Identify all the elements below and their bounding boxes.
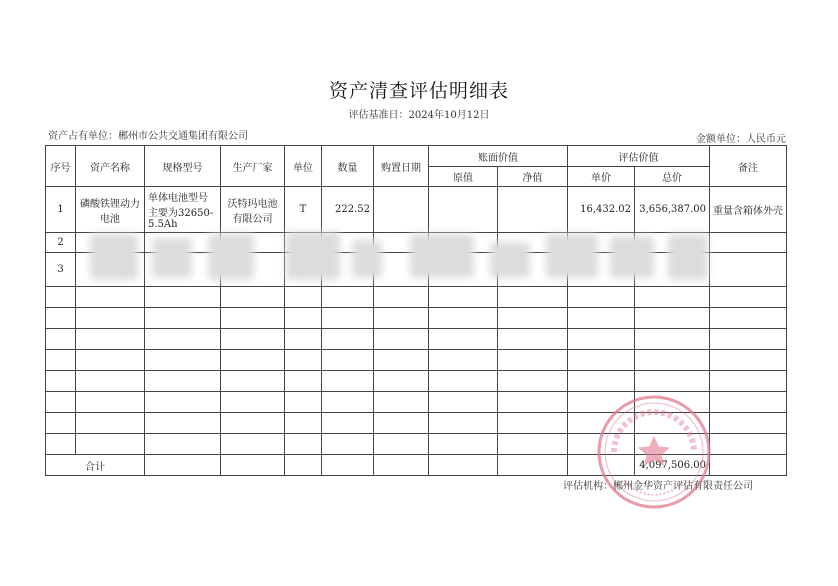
company-seal-icon: [594, 392, 714, 512]
table-row: [46, 287, 787, 308]
cell-spec: 单体电池型号主要为32650-5.5Ah: [145, 187, 221, 233]
cell-total: 3,656,387.00: [635, 187, 710, 233]
header-spec: 规格型号: [145, 146, 221, 187]
cell-maker: 沃特玛电池有限公司: [221, 187, 285, 233]
header-maker: 生产厂家: [221, 146, 285, 187]
cell-purchase-date: [374, 187, 429, 233]
cell-remark: 重量含箱体外壳: [710, 187, 787, 233]
cell-net: [498, 187, 568, 233]
header-purchase-date: 购置日期: [374, 146, 429, 187]
asset-owner: 资产占有单位：郴州市公共交通集团有限公司: [48, 131, 248, 142]
total-label: 合计: [46, 455, 145, 476]
cell-seq: 1: [46, 187, 76, 233]
document-title: 资产清查评估明细表: [328, 80, 509, 102]
header-unit: 单位: [285, 146, 322, 187]
currency-unit: 金额单位：人民币元: [696, 134, 786, 145]
cell-original: [429, 187, 498, 233]
header-net: 净值: [498, 167, 568, 187]
header-appraisal-value: 评估价值: [568, 146, 710, 167]
table-row: [46, 371, 787, 392]
appraisal-agency: 评估机构：郴州金华资产评估有限责任公司: [563, 481, 753, 492]
table-row: [46, 187, 787, 233]
header-remark: 备注: [710, 146, 787, 187]
table-row: [46, 233, 787, 253]
table-row: [46, 308, 787, 329]
table-row: [46, 253, 787, 287]
header-unit-price: 单价: [568, 167, 635, 187]
cell-name: 磷酸铁锂动力电池: [76, 187, 145, 233]
cell-unit: T: [285, 187, 322, 233]
base-date: 评估基准日：2024年10月12日: [348, 110, 490, 121]
header-original: 原值: [429, 167, 498, 187]
cell-unit-price: 16,432.02: [568, 187, 635, 233]
header-name: 资产名称: [76, 146, 145, 187]
cell-seq: 3: [46, 253, 76, 287]
cell-seq: 2: [46, 233, 76, 253]
header-total: 总价: [635, 167, 710, 187]
table-row: [46, 329, 787, 350]
header-qty: 数量: [322, 146, 374, 187]
cell-qty: 222.52: [322, 187, 374, 233]
header-book-value: 账面价值: [429, 146, 568, 167]
header-seq: 序号: [46, 146, 76, 187]
total-value: 4,097,506.00: [635, 455, 710, 476]
table-row: [46, 350, 787, 371]
